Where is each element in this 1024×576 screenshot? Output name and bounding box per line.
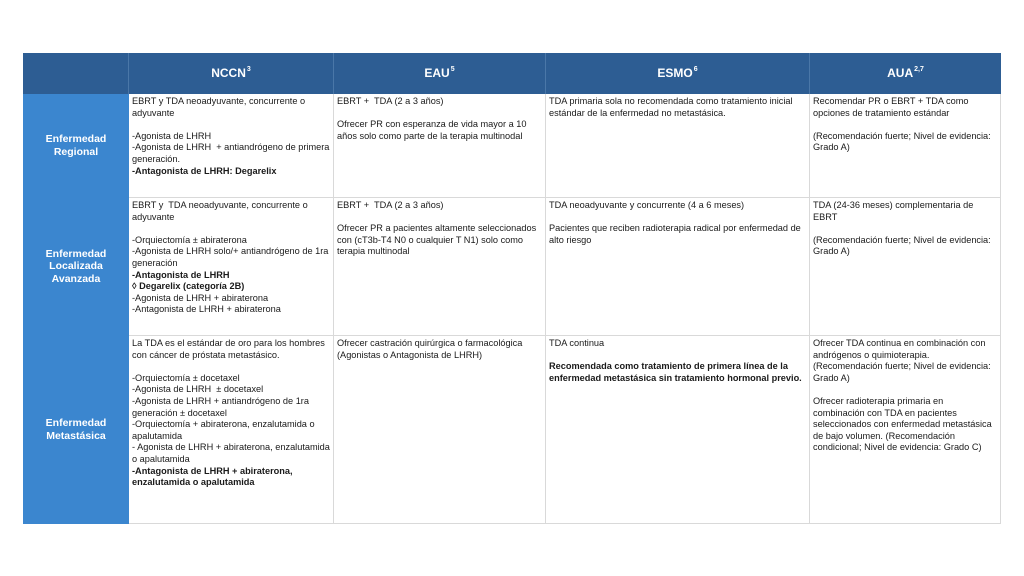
cell-localizada-nccn	[129, 198, 334, 336]
cell-text-line: TDA continua	[549, 338, 605, 348]
cell-text-line: -Orquiectomía ± docetaxel	[132, 372, 240, 383]
header-eau	[334, 53, 546, 94]
cell-metastasica-esmo	[546, 336, 810, 524]
paragraph-gap	[132, 223, 330, 235]
cell-text-line: TDA (24-36 meses) complementaria de EBRT	[813, 200, 976, 222]
cell-metastasica-nccn	[129, 336, 334, 524]
cell-text-line: TDA neoadyuvante y concurrente (4 a 6 meses)	[549, 200, 745, 210]
cell-text-line: - Agonista de LHRH + abiraterona, enzalutamida o apalutamida	[132, 442, 333, 464]
cell-regional-esmo	[546, 94, 810, 198]
cell-text-line: -Agonista de LHRH ± docetaxel	[132, 384, 264, 395]
cell-text-line: EBRT y TDA neoadyuvante, concurrente o adyuvante	[132, 96, 308, 118]
cell-metastasica-aua	[810, 336, 1001, 524]
cell-text-line: Ofrecer radioterapia primaria en combinación con TDA en pacientes seleccionados con enfermedad metastásica de bajo volumen. (Recomendación condicional; Nivel de evidencia: Grado C)	[813, 395, 995, 453]
header-aua-label: AUA	[887, 65, 914, 80]
cell-text-line: -Antagonista de LHRH + abiraterona, enzalutamida o apalutamida	[132, 465, 296, 488]
paragraph-gap	[813, 223, 997, 235]
cell-text-line: -Orquiectomía + abiraterona, enzalutamida o apalutamida	[132, 419, 318, 441]
cell-localizada-eau	[334, 198, 546, 336]
cell-text-line: -Agonista de LHRH + antiandrógeno de primera generación.	[132, 142, 332, 164]
cell-text-line: -Antagonista de LHRH + abiraterona	[132, 304, 281, 315]
cell-text-line: Ofrecer castración quirúrgica o farmacológica (Agonistas o Antagonista de LHRH)	[337, 338, 525, 360]
header-nccn-ref: 3	[246, 65, 251, 73]
cell-text-line: -Agonista de LHRH	[132, 130, 212, 141]
cell-text-line: Ofrecer PR con esperanza de vida mayor a 10 años solo como parte de la terapia multinodal	[337, 119, 530, 141]
header-nccn	[129, 53, 334, 94]
cell-text-line: -Antagonista de LHRH	[132, 269, 230, 280]
cell-text-line: (Recomendación fuerte; Nivel de evidencia: Grado A)	[813, 234, 994, 257]
header-eau-ref: 5	[450, 65, 455, 73]
guidelines-table	[23, 53, 1001, 524]
cell-text-line: Recomendar PR o EBRT + TDA como opciones de tratamiento estándar	[813, 96, 972, 118]
cell-localizada-esmo	[546, 198, 810, 336]
paragraph-gap	[549, 350, 806, 362]
cell-text-line: -Agonista de LHRH + abiraterona	[132, 292, 269, 303]
cell-text-line: Ofrecer TDA continua en combinación con andrógenos o quimioterapia. (Recomendación fuerte; Nivel de evidencia: Grado A)	[813, 338, 994, 383]
paragraph-gap	[813, 384, 997, 396]
cell-regional-aua	[810, 94, 1001, 198]
cell-text-line: -Orquiectomía ± abiraterona	[132, 234, 247, 245]
cell-text-line: Pacientes que reciben radioterapia radical por enfermedad de alto riesgo	[549, 223, 804, 245]
paragraph-gap	[337, 212, 542, 224]
cell-regional-eau	[334, 94, 546, 198]
header-corner	[23, 53, 129, 94]
header-aua-ref: 2,7	[914, 65, 924, 73]
cell-text-line: (Recomendación fuerte; Nivel de evidencia: Grado A)	[813, 130, 994, 153]
paragraph-gap	[813, 119, 997, 131]
cell-text-line: ◊ Degarelix (categoría 2B)	[132, 281, 245, 292]
cell-text-line: -Agonista de LHRH solo/+ antiandrógeno de 1ra generación	[132, 246, 331, 268]
header-aua	[810, 53, 1001, 94]
paragraph-gap	[132, 119, 330, 131]
cell-regional-nccn	[129, 94, 334, 198]
header-esmo-label: ESMO	[657, 65, 693, 80]
cell-text-line: Ofrecer PR a pacientes altamente seleccionados con (cT3b-T4 N0 o cualquier T N1) solo como terapia multinodal	[337, 223, 539, 257]
cell-text-line: Recomendada como tratamiento de primera línea de la enfermedad metastásica sin tratamiento hormonal previo.	[549, 361, 802, 383]
header-esmo	[546, 53, 810, 94]
cell-text-line: TDA primaria sola no recomendada como tratamiento inicial estándar de la enfermedad no metastásica.	[549, 96, 796, 118]
paragraph-gap	[132, 361, 330, 373]
header-esmo-ref: 6	[693, 65, 698, 73]
cell-text-line: La TDA es el estándar de oro para los hombres con cáncer de próstata metastásico.	[132, 338, 328, 360]
row-label-metastasica: Enfermedad Metastásica	[23, 336, 129, 524]
paragraph-gap	[337, 108, 542, 120]
cell-text-line: EBRT + TDA (2 a 3 años)	[337, 96, 444, 106]
cell-text-line: -Agonista de LHRH + antiandrógeno de 1ra generación ± docetaxel	[132, 395, 312, 418]
paragraph-gap	[549, 212, 806, 224]
cell-text-line: EBRT y TDA neoadyuvante, concurrente o adyuvante	[132, 200, 311, 222]
cell-text-line: EBRT + TDA (2 a 3 años)	[337, 200, 444, 210]
header-eau-label: EAU	[424, 65, 450, 80]
header-nccn-label: NCCN	[211, 65, 246, 80]
cell-localizada-aua	[810, 198, 1001, 336]
cell-text-line: -Antagonista de LHRH: Degarelix	[132, 165, 277, 176]
row-label-localizada: Enfermedad Localizada Avanzada	[23, 198, 129, 336]
row-label-regional: Enfermedad Regional	[23, 94, 129, 198]
cell-metastasica-eau	[334, 336, 546, 524]
